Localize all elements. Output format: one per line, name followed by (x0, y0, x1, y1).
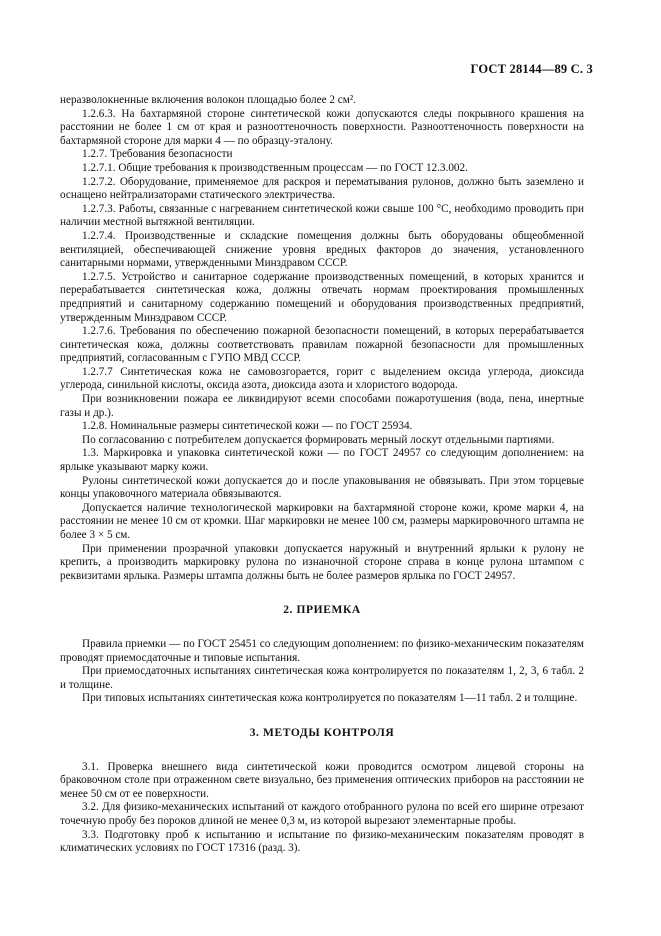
section-title-acceptance: 2. ПРИЕМКА (283, 604, 361, 617)
paragraph: 1.2.7.6. Требования по обеспечению пожарной безопасности помещений, в которых перерабатывается синтетическая кожа, должны соответствовать правилам пожарной безопасности для промышленных предприятий, согласованным с ГУПО МВД СССР. (60, 325, 584, 365)
section-title-test-methods: 3. МЕТОДЫ КОНТРОЛЯ (249, 726, 395, 739)
paragraph: Допускается наличие технологической маркировки на бахтармяной стороне кожи, кроме марки 4, на расстоянии не менее 10 см от кромки. Шаг маркировки не менее 100 см, размеры маркировочного штампа не более 3 × 5 см. (60, 501, 584, 541)
paragraph: 1.2.7.5. Устройство и санитарное содержание производственных помещений, в которых хранится и перерабатывается синтетическая кожа, должны отвечать нормам проектирования промышленных предприятий и санитарному содержанию помещений и оборудования производственных предприятий, утвержденным Минздравом СССР. (60, 270, 584, 324)
paragraph: 3.2. Для физико-механических испытаний от каждого отобранного рулона по всей его ширине отрезают точечную пробу без пороков длиной не менее 0,3 м, из которой вырезают элементарные пробы. (60, 801, 584, 827)
paragraph: 1.2.6.3. На бахтармяной стороне синтетической кожи допускаются следы покрывного крашения на расстоянии не более 1 см от края и разнооттеночность поверхности. Разнооттеночность поверхности на бахтармяной стороне для марки 4 — по образцу-эталону. (60, 107, 584, 147)
page-header: ГОСТ 28144—89 С. 3 (470, 62, 593, 76)
paragraph: 1.2.7.3. Работы, связанные с нагреванием синтетической кожи свыше 100 °С, необходимо проводить при наличии местной вытяжной вентиляции. (60, 202, 584, 229)
paragraph: По согласованию с потребителем допускается формировать мерный лоскут отдельными партиями. (82, 433, 555, 446)
paragraph: 1.2.7.7 Синтетическая кожа не самовозгорается, горит с выделением оксида углерода, диоксида углерода, синильной кислоты, оксида азота, диоксида азота и хлористого водорода. (60, 365, 584, 392)
paragraph: 3.3. Подготовку проб к испытанию и испытание по физико-механическим показателям проводят в климатических условиях по ГОСТ 17316 (разд. 3). (60, 828, 584, 855)
paragraph: 1.3. Маркировка и упаковка синтетической кожи — по ГОСТ 24957 со следующим дополнением: на ярлыке указывают марку кожи. (60, 447, 584, 474)
paragraph: неразволокненные включения волокон площадью более 2 см². (60, 94, 356, 106)
paragraph: 1.2.7.1. Общие требования к производственным процессам — по ГОСТ 12.3.002. (82, 161, 468, 174)
paragraph: Рулоны синтетической кожи допускается до и после упаковывания не обвязывать. При этом торцевые концы упаковочного материала обвязываются. (60, 474, 584, 501)
paragraph: При применении прозрачной упаковки допускается наружный и внутренний ярлыки к рулону не крепить, а производить маркировку рулона по изнаночной стороне справа в конце рулона штампом с реквизитами ярлыка. Размеры штампа должны быть не более размеров ярлыка по ГОСТ 24957. (60, 542, 584, 582)
paragraph: 1.2.8. Номинальные размеры синтетической кожи — по ГОСТ 25934. (82, 420, 413, 433)
paragraph: При приемосдаточных испытаниях синтетическая кожа контролируется по показателям 1, 2, 3, 6 табл. 2 и толщине. (60, 665, 584, 691)
paragraph: Правила приемки — по ГОСТ 25451 со следующим дополнением: по физико-механическим показателям проводят приемосдаточные и типовые испытания. (60, 637, 584, 664)
paragraph: 3.1. Проверка внешнего вида синтетической кожи проводится осмотром лицевой стороны на браковочном столе при отраженном свете визуально, без применения оптических приборов на расстоянии не менее 50 см от ее поверхности. (60, 760, 584, 800)
paragraph: 1.2.7.4. Производственные и складские помещения должны быть оборудованы общеобменной вентиляцией, обеспечивающей снижение уровня вредных факторов до значения, установленного санитарными нормами, утвержденными Минздравом СССР. (60, 229, 584, 270)
document-body (60, 94, 584, 856)
paragraph: 1.2.7. Требования безопасности (82, 148, 233, 161)
paragraph: 1.2.7.2. Оборудование, применяемое для раскроя и перематывания рулонов, должно быть заземлено и оснащено нейтрализаторами статического электричества. (60, 175, 584, 202)
paragraph: При типовых испытаниях синтетическая кожа контролируется по показателям 1—11 табл. 2 и толщине. (82, 692, 578, 705)
paragraph: При возникновении пожара ее ликвидируют всеми способами пожаротушения (вода, пена, инертные газы и др.). (60, 393, 584, 419)
